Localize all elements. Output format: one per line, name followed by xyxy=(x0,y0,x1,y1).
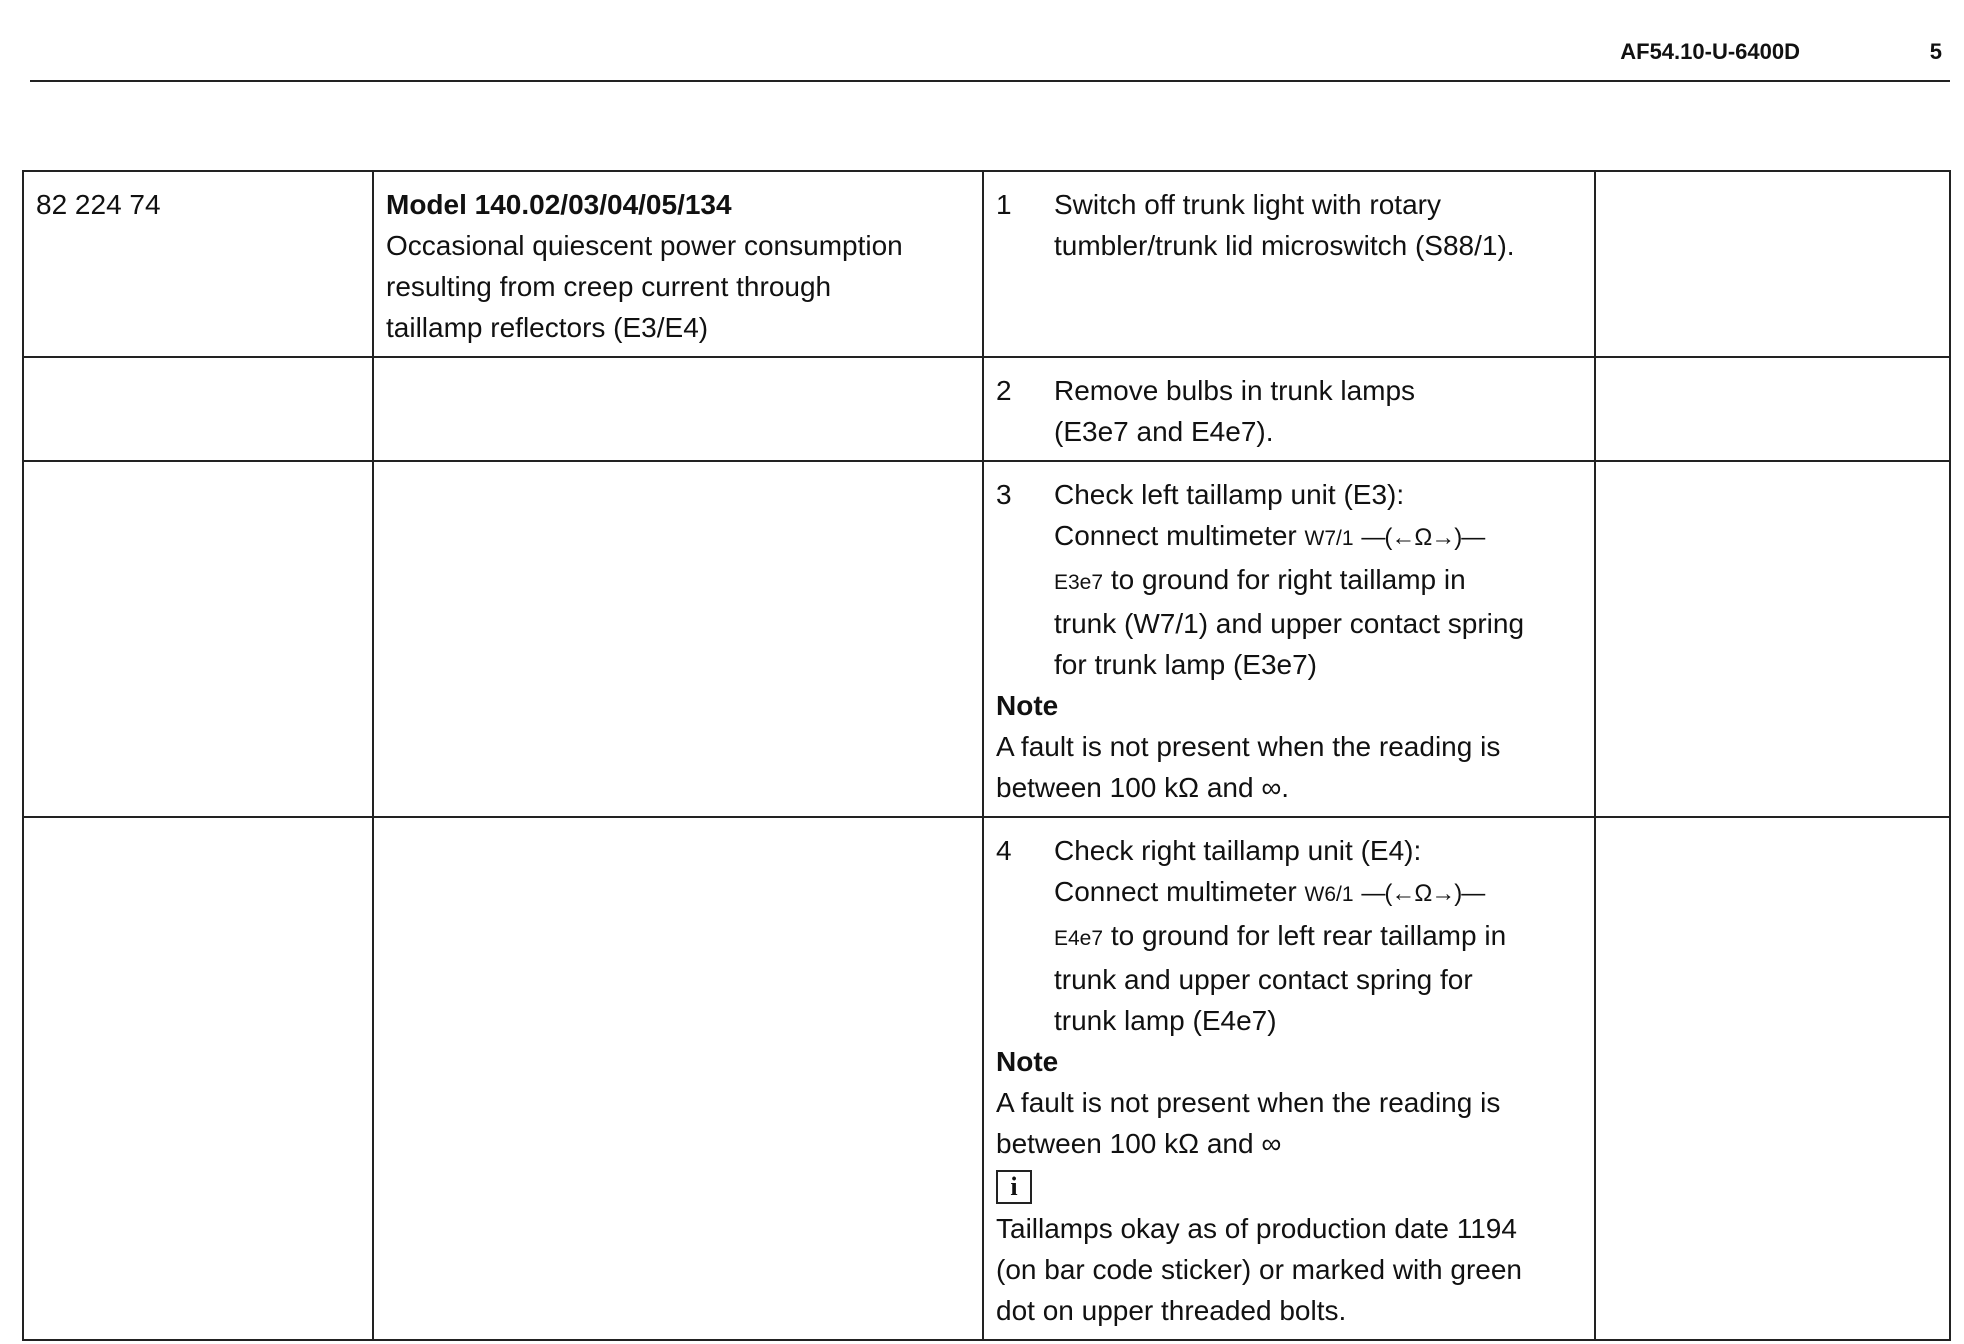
table-row xyxy=(23,357,1950,461)
step-line: tumbler/trunk lid microswitch (S88/1). xyxy=(1054,230,1515,261)
note-label: Note xyxy=(996,690,1059,721)
note-line: between 100 kΩ and ∞ xyxy=(996,1128,1282,1159)
step-line: trunk lamp (E4e7) xyxy=(1054,1005,1277,1036)
step-line: E4e7 to ground for left rear taillamp in xyxy=(1054,920,1507,951)
info-line: Taillamps okay as of production date 1194 xyxy=(996,1213,1517,1244)
description-line: taillamp reflectors (E3/E4) xyxy=(386,312,709,343)
step-cell xyxy=(983,357,1595,461)
step-3 xyxy=(996,474,1582,685)
description-cell xyxy=(373,461,983,817)
step-line: Remove bulbs in trunk lamps xyxy=(1054,375,1416,406)
step-line: (E3e7 and E4e7). xyxy=(1054,416,1274,447)
step-line: for trunk lamp (E3e7) xyxy=(1054,649,1317,680)
meter-reference: W6/1 xyxy=(1304,883,1354,906)
pin-reference: E4e7 xyxy=(1054,927,1104,950)
note-line: between 100 kΩ and ∞. xyxy=(996,772,1290,803)
step-text xyxy=(1054,474,1582,685)
info-line: (on bar code sticker) or marked with green xyxy=(996,1254,1522,1285)
table-row xyxy=(23,817,1950,1340)
code-cell xyxy=(23,817,373,1340)
diagnostic-table xyxy=(22,170,1951,1341)
step-line: Connect multimeter W7/1 —(←Ω→)— xyxy=(1054,520,1485,551)
code-cell xyxy=(23,171,373,357)
page-header xyxy=(30,30,1950,82)
info-icon: i xyxy=(996,1170,1032,1204)
step-title: Check right taillamp unit (E4): xyxy=(1054,835,1422,866)
note-line: A fault is not present when the reading is xyxy=(996,1087,1501,1118)
step-line: E3e7 to ground for right taillamp in xyxy=(1054,564,1466,595)
step-4 xyxy=(996,830,1582,1041)
remarks-cell xyxy=(1595,817,1950,1340)
description-line: Occasional quiescent power consumption xyxy=(386,230,903,261)
step-text xyxy=(1054,184,1582,266)
description-cell xyxy=(373,357,983,461)
step-number: 3 xyxy=(996,479,1012,510)
remarks-cell xyxy=(1595,461,1950,817)
step-text xyxy=(1054,830,1582,1041)
step-cell xyxy=(983,817,1595,1340)
pin-reference: E3e7 xyxy=(1054,571,1104,594)
remarks-cell xyxy=(1595,357,1950,461)
step-text xyxy=(1054,370,1582,452)
step-number: 4 xyxy=(996,835,1012,866)
table-row xyxy=(23,171,1950,357)
code-cell xyxy=(23,461,373,817)
ohmmeter-symbol-icon: —(←Ω→)— xyxy=(1361,880,1485,907)
step-line: trunk and upper contact spring for xyxy=(1054,964,1473,995)
fault-code: 82 224 74 xyxy=(36,189,161,220)
step-cell xyxy=(983,461,1595,817)
step-line: trunk (W7/1) and upper contact spring xyxy=(1054,608,1525,639)
step-title: Check left taillamp unit (E3): xyxy=(1054,479,1405,510)
description-line: resulting from creep current through xyxy=(386,271,832,302)
page-number: 5 xyxy=(1929,39,1942,64)
info-line: dot on upper threaded bolts. xyxy=(996,1295,1347,1326)
table-row xyxy=(23,461,1950,817)
description-cell xyxy=(373,171,983,357)
remarks-cell xyxy=(1595,171,1950,357)
document-id: AF54.10-U-6400D xyxy=(1620,39,1800,64)
step-line: Connect multimeter W6/1 —(←Ω→)— xyxy=(1054,876,1485,907)
step-number: 1 xyxy=(996,189,1012,220)
step-1 xyxy=(996,184,1582,266)
description-cell xyxy=(373,817,983,1340)
model-heading: Model 140.02/03/04/05/134 xyxy=(386,189,732,220)
step-2 xyxy=(996,370,1582,452)
note-line: A fault is not present when the reading is xyxy=(996,731,1501,762)
step-cell xyxy=(983,171,1595,357)
step-number: 2 xyxy=(996,375,1012,406)
meter-reference: W7/1 xyxy=(1304,527,1354,550)
code-cell xyxy=(23,357,373,461)
step-line: Switch off trunk light with rotary xyxy=(1054,189,1441,220)
note-label: Note xyxy=(996,1046,1059,1077)
ohmmeter-symbol-icon: —(←Ω→)— xyxy=(1361,524,1485,551)
